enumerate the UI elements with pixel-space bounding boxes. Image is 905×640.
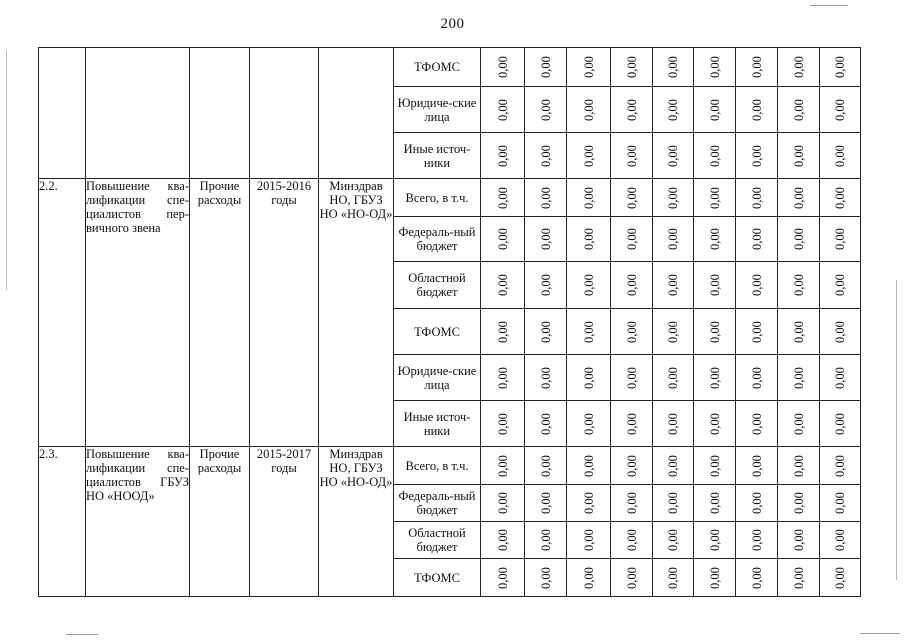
amount-cell	[736, 401, 778, 447]
amount-cell	[736, 522, 778, 559]
amount-cell	[567, 485, 611, 522]
amount-value: 0,00	[495, 98, 510, 121]
period: 2015-2016 годы	[250, 179, 319, 447]
amount-cell	[736, 133, 778, 179]
amount-value: 0,00	[581, 492, 596, 514]
amount-value: 0,00	[581, 186, 596, 209]
amount-cell	[481, 217, 525, 262]
amount-cell	[778, 309, 820, 355]
amount-cell	[567, 401, 611, 447]
amount-value: 0,00	[581, 366, 596, 389]
amount-value: 0,00	[791, 186, 806, 209]
amount-cell	[567, 355, 611, 401]
amount-value: 0,00	[538, 492, 553, 514]
period: 2015-2017 годы	[250, 447, 319, 597]
amount-value: 0,00	[538, 566, 553, 589]
funding-source: Юридиче-ские лица	[394, 355, 481, 401]
amount-value: 0,00	[581, 412, 596, 435]
amount-cell	[736, 559, 778, 597]
amount-cell	[611, 262, 653, 309]
amount-value: 0,00	[791, 412, 806, 435]
amount-value: 0,00	[666, 492, 680, 514]
amount-cell	[736, 179, 778, 217]
amount-cell	[820, 262, 861, 309]
amount-cell	[778, 559, 820, 597]
amount-value: 0,00	[581, 56, 596, 78]
amount-cell	[736, 262, 778, 309]
amount-cell	[481, 485, 525, 522]
amount-cell	[481, 401, 525, 447]
amount-cell	[525, 559, 567, 597]
amount-value: 0,00	[791, 274, 806, 296]
amount-value: 0,00	[538, 529, 553, 551]
amount-value: 0,00	[538, 274, 553, 296]
amount-value: 0,00	[624, 228, 639, 250]
amount-cell	[694, 133, 736, 179]
amount-cell	[525, 87, 567, 133]
amount-value: 0,00	[707, 144, 722, 167]
funding-source: Областной бюджет	[394, 522, 481, 559]
amount-value: 0,00	[495, 566, 510, 589]
amount-cell	[653, 217, 694, 262]
funding-source: ТФОМС	[394, 48, 481, 87]
amount-value: 0,00	[707, 412, 722, 435]
amount-value: 0,00	[624, 412, 639, 435]
amount-cell	[820, 522, 861, 559]
amount-cell	[778, 522, 820, 559]
amount-value: 0,00	[791, 529, 806, 551]
amount-cell	[481, 133, 525, 179]
amount-value: 0,00	[666, 98, 680, 121]
amount-cell	[525, 401, 567, 447]
amount-value: 0,00	[707, 454, 722, 477]
amount-cell	[694, 522, 736, 559]
amount-value: 0,00	[538, 186, 553, 209]
funding-source: Всего, в т.ч.	[394, 179, 481, 217]
responsible-party: Минздрав НО, ГБУЗ НО «НО-ОД»	[319, 179, 394, 447]
amount-value: 0,00	[749, 228, 764, 250]
amount-cell	[778, 87, 820, 133]
amount-value: 0,00	[666, 454, 680, 477]
amount-cell	[736, 355, 778, 401]
amount-value: 0,00	[538, 366, 553, 389]
amount-cell	[567, 133, 611, 179]
amount-cell	[820, 133, 861, 179]
amount-cell	[653, 447, 694, 485]
amount-value: 0,00	[666, 566, 680, 589]
amount-cell	[567, 217, 611, 262]
amount-cell	[611, 87, 653, 133]
amount-cell	[525, 309, 567, 355]
amount-value: 0,00	[791, 228, 806, 250]
amount-value: 0,00	[495, 412, 510, 435]
funding-source: Федераль-ный бюджет	[394, 485, 481, 522]
table-row	[39, 447, 861, 485]
amount-value: 0,00	[749, 529, 764, 551]
amount-value: 0,00	[749, 186, 764, 209]
amount-value: 0,00	[707, 274, 722, 296]
amount-cell	[653, 355, 694, 401]
amount-cell	[611, 179, 653, 217]
amount-cell	[694, 179, 736, 217]
amount-cell	[736, 48, 778, 87]
amount-value: 0,00	[495, 56, 510, 78]
amount-cell	[653, 401, 694, 447]
amount-cell	[820, 48, 861, 87]
amount-value: 0,00	[833, 566, 847, 589]
amount-value: 0,00	[707, 98, 722, 121]
amount-cell	[820, 559, 861, 597]
table-row	[39, 48, 861, 87]
amount-cell	[653, 522, 694, 559]
amount-value: 0,00	[495, 529, 510, 551]
item-name	[86, 48, 190, 179]
item-number: 2.3.	[39, 447, 86, 597]
responsible-party: Минздрав НО, ГБУЗ НО «НО-ОД»	[319, 447, 394, 597]
amount-value: 0,00	[833, 320, 847, 343]
amount-value: 0,00	[749, 274, 764, 296]
amount-value: 0,00	[707, 492, 722, 514]
amount-cell	[820, 87, 861, 133]
amount-value: 0,00	[666, 274, 680, 296]
amount-cell	[611, 485, 653, 522]
amount-cell	[778, 262, 820, 309]
amount-value: 0,00	[538, 56, 553, 78]
amount-cell	[778, 401, 820, 447]
amount-cell	[481, 309, 525, 355]
table-body	[39, 48, 861, 597]
scan-mark	[6, 50, 7, 290]
amount-cell	[778, 48, 820, 87]
amount-cell	[653, 48, 694, 87]
amount-value: 0,00	[833, 274, 847, 296]
amount-value: 0,00	[624, 566, 639, 589]
amount-cell	[653, 262, 694, 309]
item-name: Повышение ква-лификации спе-циалистов пер-вичного звена	[86, 179, 190, 447]
amount-cell	[653, 559, 694, 597]
amount-cell	[567, 447, 611, 485]
amount-cell	[694, 48, 736, 87]
amount-cell	[820, 401, 861, 447]
amount-value: 0,00	[624, 366, 639, 389]
scan-mark	[810, 5, 848, 6]
amount-cell	[820, 217, 861, 262]
amount-value: 0,00	[833, 98, 847, 121]
amount-value: 0,00	[749, 98, 764, 121]
amount-value: 0,00	[624, 98, 639, 121]
amount-cell	[694, 447, 736, 485]
amount-value: 0,00	[624, 454, 639, 477]
funding-source: Областной бюджет	[394, 262, 481, 309]
amount-value: 0,00	[707, 56, 722, 78]
scan-mark	[896, 280, 897, 580]
amount-cell	[611, 48, 653, 87]
amount-value: 0,00	[707, 320, 722, 343]
amount-cell	[481, 355, 525, 401]
amount-value: 0,00	[749, 412, 764, 435]
budget-table	[38, 47, 861, 597]
amount-value: 0,00	[833, 186, 847, 209]
amount-cell	[778, 447, 820, 485]
amount-value: 0,00	[624, 320, 639, 343]
amount-value: 0,00	[581, 228, 596, 250]
amount-cell	[736, 309, 778, 355]
amount-value: 0,00	[833, 228, 847, 250]
amount-cell	[525, 447, 567, 485]
amount-value: 0,00	[538, 228, 553, 250]
amount-cell	[567, 87, 611, 133]
amount-value: 0,00	[791, 320, 806, 343]
amount-cell	[525, 522, 567, 559]
table-row	[39, 179, 861, 217]
amount-value: 0,00	[666, 56, 680, 78]
amount-value: 0,00	[749, 320, 764, 343]
amount-value: 0,00	[791, 492, 806, 514]
amount-cell	[611, 559, 653, 597]
amount-cell	[481, 447, 525, 485]
amount-value: 0,00	[495, 228, 510, 250]
amount-value: 0,00	[538, 412, 553, 435]
amount-cell	[653, 485, 694, 522]
amount-value: 0,00	[495, 492, 510, 514]
amount-value: 0,00	[624, 144, 639, 167]
responsible-party	[319, 48, 394, 179]
amount-value: 0,00	[581, 454, 596, 477]
amount-cell	[778, 485, 820, 522]
amount-value: 0,00	[707, 186, 722, 209]
amount-cell	[525, 262, 567, 309]
amount-cell	[611, 522, 653, 559]
amount-cell	[525, 133, 567, 179]
amount-value: 0,00	[833, 366, 847, 389]
amount-cell	[778, 133, 820, 179]
amount-value: 0,00	[581, 529, 596, 551]
amount-value: 0,00	[495, 366, 510, 389]
amount-cell	[481, 559, 525, 597]
item-number	[39, 48, 86, 179]
amount-value: 0,00	[624, 56, 639, 78]
amount-cell	[525, 48, 567, 87]
amount-value: 0,00	[666, 529, 680, 551]
amount-cell	[653, 179, 694, 217]
amount-cell	[525, 355, 567, 401]
amount-cell	[481, 179, 525, 217]
amount-cell	[611, 401, 653, 447]
amount-cell	[694, 309, 736, 355]
amount-cell	[820, 485, 861, 522]
amount-value: 0,00	[791, 56, 806, 78]
amount-cell	[694, 217, 736, 262]
amount-value: 0,00	[791, 98, 806, 121]
amount-cell	[736, 87, 778, 133]
amount-cell	[694, 485, 736, 522]
amount-cell	[567, 48, 611, 87]
amount-value: 0,00	[833, 56, 847, 78]
amount-value: 0,00	[666, 228, 680, 250]
expense-type: Прочие расходы	[190, 179, 250, 447]
amount-cell	[694, 262, 736, 309]
amount-value: 0,00	[666, 366, 680, 389]
amount-value: 0,00	[791, 454, 806, 477]
amount-value: 0,00	[581, 320, 596, 343]
funding-source: ТФОМС	[394, 309, 481, 355]
item-number: 2.2.	[39, 179, 86, 447]
amount-cell	[567, 522, 611, 559]
amount-cell	[611, 447, 653, 485]
funding-source: Всего, в т.ч.	[394, 447, 481, 485]
amount-cell	[525, 485, 567, 522]
amount-cell	[820, 179, 861, 217]
amount-cell	[481, 262, 525, 309]
scan-mark	[860, 633, 900, 634]
amount-cell	[694, 355, 736, 401]
amount-cell	[820, 355, 861, 401]
amount-cell	[694, 87, 736, 133]
amount-cell	[481, 87, 525, 133]
amount-cell	[736, 485, 778, 522]
amount-value: 0,00	[707, 366, 722, 389]
funding-source: ТФОМС	[394, 559, 481, 597]
amount-cell	[567, 179, 611, 217]
expense-type	[190, 48, 250, 179]
amount-value: 0,00	[495, 186, 510, 209]
amount-cell	[611, 133, 653, 179]
amount-cell	[611, 217, 653, 262]
funding-source: Иные источ-ники	[394, 133, 481, 179]
amount-cell	[653, 133, 694, 179]
amount-cell	[778, 217, 820, 262]
amount-cell	[694, 559, 736, 597]
amount-value: 0,00	[707, 529, 722, 551]
amount-value: 0,00	[538, 144, 553, 167]
amount-value: 0,00	[495, 274, 510, 296]
amount-cell	[567, 559, 611, 597]
amount-cell	[778, 179, 820, 217]
amount-value: 0,00	[791, 566, 806, 589]
amount-value: 0,00	[666, 186, 680, 209]
scan-mark	[66, 634, 98, 635]
amount-cell	[567, 309, 611, 355]
period	[250, 48, 319, 179]
amount-value: 0,00	[749, 366, 764, 389]
amount-cell	[694, 401, 736, 447]
amount-value: 0,00	[833, 454, 847, 477]
amount-value: 0,00	[624, 186, 639, 209]
funding-source: Иные источ-ники	[394, 401, 481, 447]
amount-value: 0,00	[791, 366, 806, 389]
amount-cell	[820, 447, 861, 485]
amount-cell	[820, 309, 861, 355]
amount-value: 0,00	[666, 412, 680, 435]
amount-value: 0,00	[581, 566, 596, 589]
amount-value: 0,00	[624, 529, 639, 551]
expense-type: Прочие расходы	[190, 447, 250, 597]
amount-value: 0,00	[707, 228, 722, 250]
amount-value: 0,00	[624, 274, 639, 296]
amount-cell	[525, 217, 567, 262]
amount-value: 0,00	[495, 144, 510, 167]
amount-cell	[481, 48, 525, 87]
amount-value: 0,00	[495, 454, 510, 477]
amount-value: 0,00	[666, 144, 680, 167]
amount-cell	[778, 355, 820, 401]
amount-value: 0,00	[833, 144, 847, 167]
funding-source: Федераль-ный бюджет	[394, 217, 481, 262]
amount-value: 0,00	[749, 454, 764, 477]
amount-cell	[653, 87, 694, 133]
amount-value: 0,00	[749, 566, 764, 589]
amount-cell	[736, 217, 778, 262]
amount-cell	[611, 309, 653, 355]
amount-cell	[567, 262, 611, 309]
page-number: 200	[440, 16, 465, 32]
amount-value: 0,00	[707, 566, 722, 589]
amount-cell	[736, 447, 778, 485]
amount-value: 0,00	[791, 144, 806, 167]
amount-value: 0,00	[581, 274, 596, 296]
amount-value: 0,00	[538, 454, 553, 477]
amount-value: 0,00	[666, 320, 680, 343]
amount-value: 0,00	[581, 98, 596, 121]
amount-value: 0,00	[833, 529, 847, 551]
amount-value: 0,00	[749, 144, 764, 167]
amount-value: 0,00	[749, 492, 764, 514]
amount-value: 0,00	[833, 412, 847, 435]
funding-source: Юридиче-ские лица	[394, 87, 481, 133]
item-name: Повышение ква-лификации спе-циалистов ГБУЗ НО «НООД»	[86, 447, 190, 597]
amount-value: 0,00	[624, 492, 639, 514]
amount-value: 0,00	[749, 56, 764, 78]
amount-cell	[611, 355, 653, 401]
amount-value: 0,00	[538, 98, 553, 121]
amount-value: 0,00	[495, 320, 510, 343]
amount-value: 0,00	[833, 492, 847, 514]
amount-cell	[481, 522, 525, 559]
amount-cell	[525, 179, 567, 217]
amount-value: 0,00	[581, 144, 596, 167]
amount-value: 0,00	[538, 320, 553, 343]
amount-cell	[653, 309, 694, 355]
